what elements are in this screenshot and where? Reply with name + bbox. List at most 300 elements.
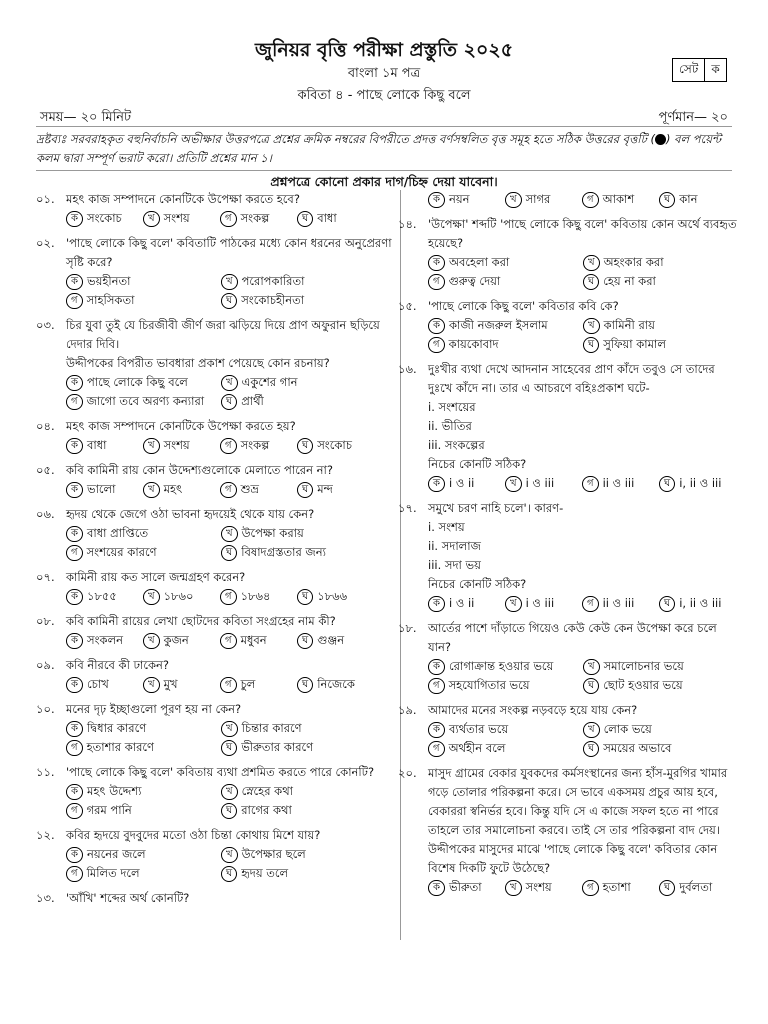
option-text: অর্থহীন বলে [448, 741, 506, 755]
option-letter: ক [428, 476, 445, 492]
option [66, 436, 143, 455]
option-text: সুফিয়া কামাল [603, 337, 666, 351]
option-text: ভীরুতা [449, 880, 482, 894]
option-text: উপেক্ষার ছলে [241, 847, 306, 861]
question-row [36, 505, 400, 524]
option-text: বিষাদগ্রস্ততার জন্য [241, 545, 326, 559]
question [398, 297, 738, 354]
option-letter: খ [221, 274, 238, 290]
option-text: রাগের কথা [241, 803, 292, 817]
option-text: অহংকার করা [603, 255, 664, 269]
option-text: প্রার্থী [241, 394, 264, 408]
option [428, 272, 583, 291]
option [66, 373, 221, 392]
question-text: কামিনী রায় কত সালে জন্মগ্রহণ করেন? [66, 570, 246, 584]
option-letter: ক [428, 596, 445, 612]
option-letter: খ [505, 192, 522, 208]
option-letter: ঘ [583, 337, 599, 353]
option-text: i, ii ও iii [679, 476, 722, 490]
option-text: ১৮৬৬ [317, 589, 348, 603]
question-text: মনের দৃঢ় ইচ্ছাগুলো পূরণ হয় না কেন? [66, 702, 242, 716]
option [297, 587, 374, 606]
question [36, 826, 400, 883]
option [428, 474, 505, 493]
set-box [672, 58, 727, 82]
option-letter: ক [66, 482, 83, 498]
option-letter: ক [66, 721, 83, 737]
option-text: বাধা [317, 211, 337, 225]
option [220, 436, 297, 455]
question-number: ০৭. [36, 570, 55, 584]
option [221, 543, 376, 562]
option [66, 719, 221, 738]
question-row [36, 190, 400, 209]
option [659, 474, 736, 493]
option-text: সংশয় [525, 880, 552, 894]
option-text: মুখ [163, 677, 178, 691]
option-letter: গ [582, 880, 599, 896]
option-letter: গ [582, 192, 599, 208]
option [582, 594, 659, 613]
option-letter: ক [66, 375, 83, 391]
option-letter: খ [505, 880, 522, 896]
option-letter: খ [583, 255, 600, 271]
option [582, 878, 659, 897]
options [36, 587, 400, 606]
option-letter: গ [66, 394, 83, 410]
question-row [36, 763, 400, 782]
option-text: হতাশা [602, 880, 631, 894]
question-text: হৃদয় থেকে জেগে ওঠা ভাবনা হৃদয়েই থেকে যায় কেন? [66, 507, 315, 521]
option [220, 675, 297, 694]
option-text: ১৮৫৫ [87, 589, 117, 603]
exam-title: জুনিয়র বৃত্তি পরীক্ষা প্রস্তুতি ২০২৫ [254, 39, 514, 61]
question-number: ১৭. [398, 501, 417, 515]
option [583, 676, 738, 695]
option [66, 272, 221, 291]
option-text: মন্দ [317, 482, 333, 496]
option-text: গুঞ্জন [317, 633, 345, 647]
question-text: 'পাছে লোকে কিছু বলে' কবিতাটি পাঠকের মধ্যে কোন ধরনের অনুপ্রেরণা সৃষ্টি করে? [66, 236, 392, 269]
options [398, 657, 738, 695]
option-letter: ক [428, 318, 445, 334]
option-letter: ক [66, 438, 83, 454]
option-text: কায়কোবাদ [448, 337, 499, 351]
option-letter: খ [143, 211, 160, 227]
question-text: 'পাছে লোকে কিছু বলে' কবিতার কবি কে? [428, 299, 619, 313]
option-letter: ঘ [659, 192, 675, 208]
option-letter: ক [428, 659, 445, 675]
option [428, 594, 505, 613]
option-text: সংশয় [163, 211, 190, 225]
option-text: গুরুত্ব দেয়া [448, 274, 501, 288]
option-letter: খ [505, 476, 522, 492]
option [221, 272, 376, 291]
option-letter: ক [66, 211, 83, 227]
option-text: কামিনী রায় [603, 318, 655, 332]
option-text: মধুবন [240, 633, 267, 647]
question-number: ০৩. [36, 318, 55, 332]
option-text: সংকোচ [317, 438, 352, 452]
option [297, 209, 374, 228]
option-letter: ঘ [659, 880, 675, 896]
option-letter: খ [143, 482, 160, 498]
option-letter: ঘ [297, 211, 313, 227]
option-letter: গ [428, 337, 445, 353]
question-text: মাসুদ গ্রামের বেকার যুবকদের কর্মসংস্থানের জন্য হাঁস-মুরগির খামার গড়ে তোলার পরিকল্পনা করে। সে ভাবে একসময় প্রচুর আয় হবে, বেকাররা স্বনির্ভর হবে। কিন্তু যদি সে এ কাজে সফল হতে না পারে তাহলে তার সমালোচনা করবে। তাই সে তার পরিকল্পনা বাদ দেয়। [428, 766, 728, 837]
statement: i. সংশয় [428, 520, 465, 534]
option-text: কান [679, 192, 698, 206]
question-text: আমাদের মনের সংকল্প নড়বড়ে হয়ে যায় কেন? [428, 703, 638, 717]
option [505, 474, 582, 493]
question-row [36, 612, 400, 631]
option-text: ব্যর্থতার ভয়ে [449, 722, 509, 736]
option [221, 738, 376, 757]
option-text: সহযোগিতার ভয়ে [448, 678, 530, 692]
option-text: বাধা প্রাপ্তিতে [87, 526, 149, 540]
question-text: 'পাছে লোকে কিছু বলে' কবিতায় ব্যথা প্রশমিত করতে পারে কোনটি? [66, 765, 375, 779]
option [66, 524, 221, 543]
question-number: ১৮. [398, 621, 417, 635]
question-number: ০৪. [36, 419, 55, 433]
option [221, 392, 376, 411]
question [398, 619, 738, 695]
question-row [398, 297, 738, 316]
option [583, 657, 738, 676]
option [659, 594, 736, 613]
question-number: ১৯. [398, 703, 417, 717]
option [428, 739, 583, 758]
option-letter: ঘ [583, 678, 599, 694]
question-row [36, 700, 400, 719]
option [66, 543, 221, 562]
option-text: i ও ii [449, 476, 475, 490]
option-letter: ক [66, 526, 83, 542]
option-letter: গ [66, 866, 83, 882]
option-text: গরম পানি [86, 803, 132, 817]
question [36, 417, 400, 455]
option [220, 587, 297, 606]
option-text: চিন্তার কারণে [241, 721, 302, 735]
option-letter: খ [143, 438, 160, 454]
option-text: রোগাক্রান্ত হওয়ার ভয়ে [449, 659, 554, 673]
option-letter: গ [428, 274, 445, 290]
statement: ii. ভীতির [428, 419, 472, 433]
option-letter: ক [66, 589, 83, 605]
question-row [36, 234, 400, 272]
option-text: ভীরুতার কারণে [241, 740, 314, 754]
option [583, 253, 738, 272]
option-text: একুশের গান [241, 375, 298, 389]
option-letter: খ [221, 721, 238, 737]
question-text: 'উপেক্ষা' শব্দটি 'পাছে লোকে কিছু বলে' কবিতায় কোন অর্থে ব্যবহৃত হয়েছে? [428, 217, 737, 250]
instructions [36, 130, 732, 168]
option-text: ii ও iii [602, 476, 635, 490]
option-letter: গ [582, 476, 599, 492]
options [36, 480, 400, 499]
option-letter: ক [428, 880, 445, 896]
option [583, 335, 738, 354]
filled-circle-icon [655, 134, 666, 145]
options [36, 436, 400, 455]
options [36, 782, 400, 820]
option [428, 878, 505, 897]
question [398, 764, 738, 897]
question [36, 568, 400, 606]
option-text: ভয়হীনতা [87, 274, 131, 288]
option [220, 480, 297, 499]
option [428, 676, 583, 695]
options [398, 878, 738, 897]
left-column [36, 190, 400, 914]
option [297, 436, 374, 455]
question-row [398, 499, 738, 518]
option-text: নিজেকে [317, 677, 355, 691]
question [36, 656, 400, 694]
option-letter: খ [583, 722, 600, 738]
question-text: কবি কামিনী রায়ের লেখা ছোটদের কবিতা সংগ্রহের নাম কী? [66, 614, 336, 628]
option-letter: ক [428, 255, 445, 271]
option-text: কাজী নজরুল ইসলাম [449, 318, 548, 332]
question [36, 234, 400, 310]
option [428, 190, 505, 209]
option-text: মহৎ [163, 482, 183, 496]
option-letter: গ [220, 677, 237, 693]
question-number: ১৬. [398, 362, 417, 376]
notice: প্রশ্নপত্রে কোনো প্রকার দাগ/চিহ্ন দেয়া যাবেনা। [270, 174, 498, 189]
option-letter: ঘ [221, 803, 237, 819]
question-number: ০৯. [36, 658, 55, 672]
option-letter: গ [66, 803, 83, 819]
instructions-text: দ্রষ্টব্যঃ সরবরাহকৃত বহুনির্বাচনি অভীক্ষার উত্তরপত্রে প্রশ্নের ক্রমিক নম্বরের বিপরীতে প্রদত্ত বর্ণসম্বলিত বৃত্ত সমূহ হতে সঠিক উত্তরের বৃত্তটি ( [36, 132, 656, 146]
option-letter: ঘ [221, 740, 237, 756]
q13-options [398, 190, 738, 209]
option [66, 845, 221, 864]
option-text: জাগো তবে অরণ্য কন্যারা [86, 394, 205, 408]
options [36, 719, 400, 757]
option-text: নয়ন [449, 192, 470, 206]
option-text: ছোট হওয়ার ভয়ে [603, 678, 683, 692]
option-text: লোক ভয়ে [603, 722, 652, 736]
option-letter: ক [66, 847, 83, 863]
option-letter: খ [221, 847, 238, 863]
option-letter: ঘ [659, 476, 675, 492]
option [659, 190, 736, 209]
option-letter: খ [143, 677, 160, 693]
option [659, 878, 736, 897]
option [221, 864, 376, 883]
options [398, 253, 738, 291]
option-letter: ঘ [297, 677, 313, 693]
question [36, 612, 400, 650]
option-text: i ও ii [449, 596, 475, 610]
option-text: পাছে লোকে কিছু বলে [87, 375, 188, 389]
option-text: আকাশ [602, 192, 635, 206]
question-stem: উদ্দীপকের বিপরীত ভাবধারা প্রকাশ পেয়েছে কোন রচনায়? [66, 356, 330, 370]
question [36, 889, 400, 908]
right-column [398, 190, 738, 903]
option-letter: খ [143, 633, 160, 649]
option-text: হৃদয় তলে [241, 866, 289, 880]
option-text: স্নেহের কথা [241, 784, 293, 798]
option [428, 316, 583, 335]
option [428, 657, 583, 676]
option [505, 878, 582, 897]
options [398, 720, 738, 758]
option [297, 675, 374, 694]
option-text: সংকল্প [240, 211, 270, 225]
option [428, 253, 583, 272]
question-row [398, 701, 738, 720]
set-value: ক [704, 59, 725, 81]
option-letter: ঘ [583, 274, 599, 290]
option [66, 209, 143, 228]
question-number: ১১. [36, 765, 55, 779]
question-row [36, 461, 400, 480]
question-stem: নিচের কোনটি সঠিক? [428, 577, 527, 591]
question-row [36, 656, 400, 675]
options [36, 845, 400, 883]
option-text: অবহেলা করা [449, 255, 510, 269]
option-letter: খ [583, 659, 600, 675]
option-text: i, ii ও iii [679, 596, 722, 610]
option-text: বাধা [87, 438, 107, 452]
question-row [398, 360, 738, 398]
option [428, 720, 583, 739]
question [36, 505, 400, 562]
option-letter: গ [220, 633, 237, 649]
options [36, 209, 400, 228]
options [36, 524, 400, 562]
options [36, 675, 400, 694]
option [220, 631, 297, 650]
question [36, 316, 400, 411]
option [297, 480, 374, 499]
question-number: ০৬. [36, 507, 55, 521]
option-letter: ক [66, 274, 83, 290]
option [66, 675, 143, 694]
question [36, 190, 400, 228]
question [36, 461, 400, 499]
question-stem: নিচের কোনটি সঠিক? [428, 457, 527, 471]
option-text: ভালো [87, 482, 116, 496]
option-letter: খ [505, 596, 522, 612]
statement: iii. সদা ভয় [428, 558, 481, 572]
option [221, 373, 376, 392]
question-row [36, 417, 400, 436]
option-letter: গ [66, 293, 83, 309]
option [66, 864, 221, 883]
option-text: মিলিত দলে [86, 866, 140, 880]
option-text: সমালোচনার ভয়ে [603, 659, 684, 673]
option-letter: গ [220, 482, 237, 498]
option [220, 209, 297, 228]
option [221, 291, 376, 310]
option-letter: গ [220, 438, 237, 454]
option-letter: গ [220, 589, 237, 605]
question-row [36, 316, 400, 354]
option-text: পরোপকারিতা [241, 274, 305, 288]
question-row [398, 764, 738, 840]
question-stem: উদ্দীপকের মাসুদের মাঝে 'পাছে লোকে কিছু বলে' কবিতার কোন বিশেষ দিকটি ফুটে উঠেছে? [428, 842, 718, 875]
option-letter: গ [428, 678, 445, 694]
option-text: শুভ্র [240, 482, 259, 496]
question-row [36, 826, 400, 845]
option-letter: ক [66, 677, 83, 693]
instructions-rule [36, 170, 732, 171]
option-letter: ঘ [221, 293, 237, 309]
question-text: চির যুবা তুই যে চিরজীবী জীর্ণ জরা ঝড়িয়ে দিয়ে প্রাণ অফুরান ছড়িয়ে দেদার দিবি। [66, 318, 380, 351]
option [428, 335, 583, 354]
option-text: মহৎ উদ্দেশ্য [87, 784, 142, 798]
option [583, 316, 738, 335]
question-text: দুঃখীর ব্যথা দেখে আদনান সাহেবের প্রাণ কাঁদে তবুও সে তাদের দুঃখে কাঁদে না। তার এ আচরণে বহিঃপ্রকাশ ঘটে- [428, 362, 715, 395]
option-text: দুর্বলতা [679, 880, 713, 894]
question [398, 499, 738, 613]
option [66, 480, 143, 499]
options [36, 373, 400, 411]
option [221, 719, 376, 738]
option [143, 436, 220, 455]
option-letter: ক [66, 784, 83, 800]
question-row [36, 568, 400, 587]
option-text: চুল [240, 677, 256, 691]
question-row [398, 619, 738, 657]
question-number: ১২. [36, 828, 55, 842]
option-letter: ঘ [221, 545, 237, 561]
question [36, 763, 400, 820]
option-text: নয়নের জলে [87, 847, 146, 861]
option-letter: খ [583, 318, 600, 334]
option-text: চোখ [87, 677, 109, 691]
options [36, 272, 400, 310]
options [398, 474, 738, 493]
option-text: উপেক্ষা করায় [241, 526, 304, 540]
option [66, 291, 221, 310]
question-text: আর্তের পাশে দাঁড়াতে গিয়েও কেউ কেউ কেন উপেক্ষা করে চলে যান? [428, 621, 717, 654]
option [582, 474, 659, 493]
option-letter: ঘ [659, 596, 675, 612]
question-number: ১৩. [36, 891, 55, 905]
option-letter: গ [220, 211, 237, 227]
option [221, 801, 376, 820]
statement: i. সংশয়ের [428, 400, 476, 414]
option-text: ii ও iii [602, 596, 635, 610]
question-number: ০২. [36, 236, 55, 250]
question-row [398, 215, 738, 253]
option-text: সংশয় [163, 438, 190, 452]
option-letter: ঘ [297, 482, 313, 498]
option-text: সাগর [525, 192, 551, 206]
option-text: দ্বিধার কারণে [87, 721, 147, 735]
question-number: ১০. [36, 702, 55, 716]
set-label: সেট [679, 62, 699, 76]
option-letter: ঘ [221, 866, 237, 882]
option [66, 631, 143, 650]
question-text: সমুখে চরণ নাহি চলে'। কারণ- [428, 501, 564, 515]
instructions-text-2: ) বল পয়েন্ট কলম দ্বারা সম্পূর্ণ ভরাট করো। প্রতিটি প্রশ্নের মান ১। [36, 132, 722, 165]
options [398, 316, 738, 354]
question [398, 360, 738, 493]
options [398, 594, 738, 613]
statement: ii. সদালাজ [428, 539, 481, 553]
option-text: কুজন [163, 633, 189, 647]
option-letter: ঘ [297, 438, 313, 454]
question-text: 'আঁখি' শব্দের অর্থ কোনটি? [66, 891, 190, 905]
option [297, 631, 374, 650]
option-text: সংশয়ের কারণে [86, 545, 157, 559]
option [221, 845, 376, 864]
